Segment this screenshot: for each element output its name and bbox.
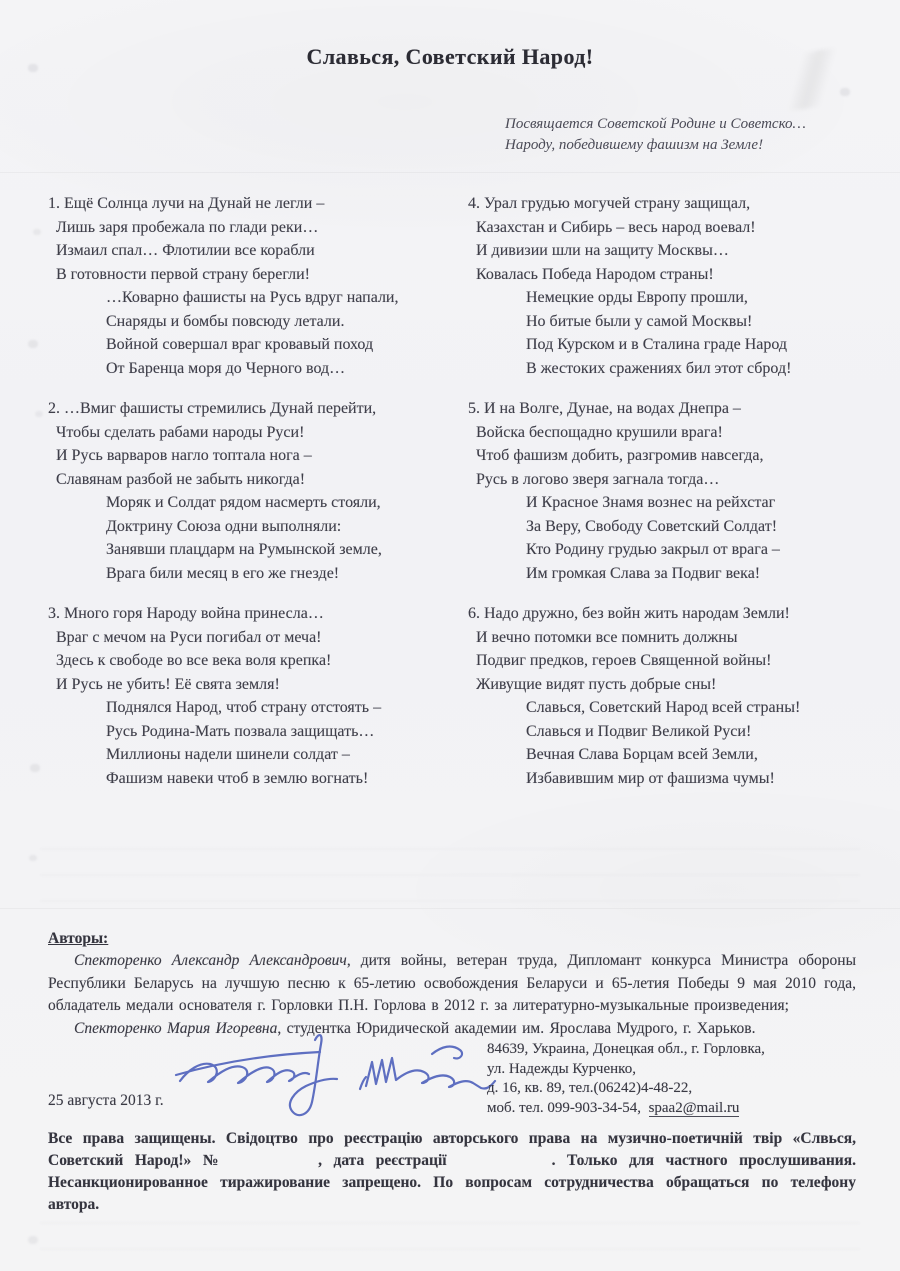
stanza-line: Русь в логово зверя загнала тогда… [476,470,720,488]
stanza-line: 3. Много горя Народу война принесла… [48,605,324,622]
dedication [505,114,895,156]
stanza-line: Поднялся Народ, чтоб страну отстоять – [106,699,382,716]
stanza-line: Под Курском и в Сталина граде Народ [526,336,788,353]
signature-1 [180,1064,309,1083]
stanza-line: И Русь варваров нагло топтала нога – [56,447,312,464]
author-2-name: Спекторенко Мария Игоревна [74,1019,278,1037]
stanza-line: 5. И на Волге, Дунае, на водах Днепра – [468,400,741,417]
address-block [487,1040,877,1118]
stanza-line: Казахстан и Сибирь – весь народ воевал! [476,218,756,236]
stanza-line: И Красное Знамя вознес на рейхстаг [526,494,776,511]
author-1-name: Спекторенко Александр Александрович [74,952,347,969]
stanza-line: Избавившим мир от фашизма чумы! [526,769,775,787]
stanza-line: Подвиг предков, героев Священной войны! [476,652,772,669]
left-column [48,192,458,807]
signature-2-flick [432,1047,462,1059]
stanza-line: В готовности первой страну берегли! [56,265,310,283]
scan-artifacts [0,0,6,4]
stanza-5 [468,397,878,585]
stanza-line: Войска беспощадно крушили врага! [476,423,723,441]
stanza-line: Врага били месяц в его же гнезде! [106,564,340,582]
stanza-line: Кто Родину грудью закрыл от врага – [526,541,780,558]
stanza-line: Чтоб фашизм добить, разгромив навсегда, [476,447,764,464]
stanza-line: Ковалась Победа Народом страны! [476,265,714,283]
copyright-notice [48,1128,856,1216]
address-line: 84639, Украина, Донецкая обл., г. Горловка, [487,1041,765,1057]
stanza-columns [48,192,878,807]
address-line: д. 16, кв. 89, тел.(06242)4-48-22, [487,1080,693,1096]
stanza-line: 1. Ещё Солнца лучи на Дунай не легли – [48,195,325,212]
stanza-line: 2. …Вмиг фашисты стремились Дунай перейти, [48,400,377,417]
stanza-2 [48,397,458,585]
document-date: 25 августа 2013 г. [48,1092,164,1109]
stanza-line: Славься и Подвиг Великой Руси! [526,722,752,740]
stanza-line: Снаряды и бомбы повсюду летали. [106,312,345,330]
stanza-line: Доктрину Союза одни выполняли: [106,517,342,535]
stanza-line: И дивизии шли на защиту Москвы… [476,242,729,259]
bleedthrough-band [40,848,860,926]
stanza-line: Славянам разбой не забыть никогда! [56,470,306,488]
stanza-line: Моряк и Солдат рядом насмерть стояли, [106,494,381,511]
stanza-line: Войной совершал враг кровавый поход [106,336,374,353]
author-1-bio: , дитя войны, ветеран труда, Дипломант конкурса Министра обороны Республики Беларусь на лучшую песню к 65-летию освобождения Беларуси и 65-летия Победы 9 мая 2010 года, обладатель медали основателя г. Горловки П.Н. Горлова в 2012 г. за литературно-музыкальные произведения; [48,952,856,1014]
stanza-line: …Коварно фашисты на Русь вдруг напали, [106,289,399,306]
dedication-line: Посвящается Советской Родине и Советско… [505,116,806,132]
authors-heading: Авторы: [48,930,109,947]
stanza-line: Немецкие орды Европу прошли, [526,289,748,306]
stanza-1 [48,192,458,380]
bleedthrough-band [40,1222,860,1264]
signatures [170,1026,505,1121]
stanza-line: Но битые были у самой Москвы! [526,312,753,330]
stanza-line: Живущие видят пусть добрые сны! [476,675,717,693]
stanza-6 [468,602,878,790]
stanza-3 [48,602,458,790]
stanza-line: 4. Урал грудью могучей страну защищал, [468,195,751,212]
stanza-line: Враг с мечом на Руси погибал от меча! [56,628,322,646]
stanza-line: Вечная Слава Борцам всей Земли, [526,746,758,763]
stanza-4 [468,192,878,380]
stanza-line: Чтобы сделать рабами народы Руси! [56,423,305,441]
stanza-line: В жестоких сражениях бил этот сброд! [526,359,792,377]
stanza-line: И вечно потомки все помнить должны [476,628,738,646]
address-line [487,1099,877,1119]
right-column [458,192,878,807]
stanza-line: Лишь заря пробежала по глади реки… [56,218,319,236]
phone-mobile: моб. тел. 099-903-34-54, [487,1099,642,1116]
stanza-line: За Веру, Свободу Советский Солдат! [526,517,778,535]
stanza-line: Русь Родина-Мать позвала защищать… [106,722,375,740]
stanza-line: И Русь не убить! Её свята земля! [56,675,280,693]
signature-ink [170,1026,505,1121]
email-link[interactable]: spaa2@mail.ru [648,1099,740,1116]
stanza-line: Им громкая Слава за Подвиг века! [526,564,761,582]
copyright-text: . Только для частного прослушивания. Несанкционированное тиражирование запрещено. По вопросам сотрудничества обращаться по телефону автора. [48,1152,857,1213]
page-title: Славься, Советский Народ! [306,44,594,69]
stanza-line: 6. Надо дружно, без войн жить народам Земли! [468,605,790,622]
address-line: ул. Надежды Курченко, [487,1060,636,1077]
stanza-line: Миллионы надели шинели солдат – [106,746,350,763]
stanza-line: Здесь к свободе во все века воля крепка! [56,652,332,669]
author-2-bio: , студентка Юридической академии им. Ярослава Мудрого, г. Харьков. [277,1019,756,1037]
copyright-text: Все права защищены. Свідоцтво про реєстрацію авторського права на музично-поетичній твір «Слвься, Советский Народ!» № [48,1130,856,1169]
fold-line [0,172,900,173]
stanza-line: Занявши плацдарм на Румынской земле, [106,541,382,558]
copyright-text: , дата реєстрації [318,1152,447,1169]
stanza-line: Измаил спал… Флотилии все корабли [56,242,315,259]
author-1-paragraph [48,950,856,1018]
signature-2 [366,1058,495,1089]
stanza-line: Фашизм навеки чтоб в землю вогнать! [106,769,369,787]
signature-2-dot [360,1077,366,1089]
dedication-line: Народу, победившему фашизм на Земле! [505,137,764,153]
stanza-line: Славься, Советский Народ всей страны! [526,699,801,716]
stanza-line: От Баренца моря до Черного вод… [106,359,346,377]
